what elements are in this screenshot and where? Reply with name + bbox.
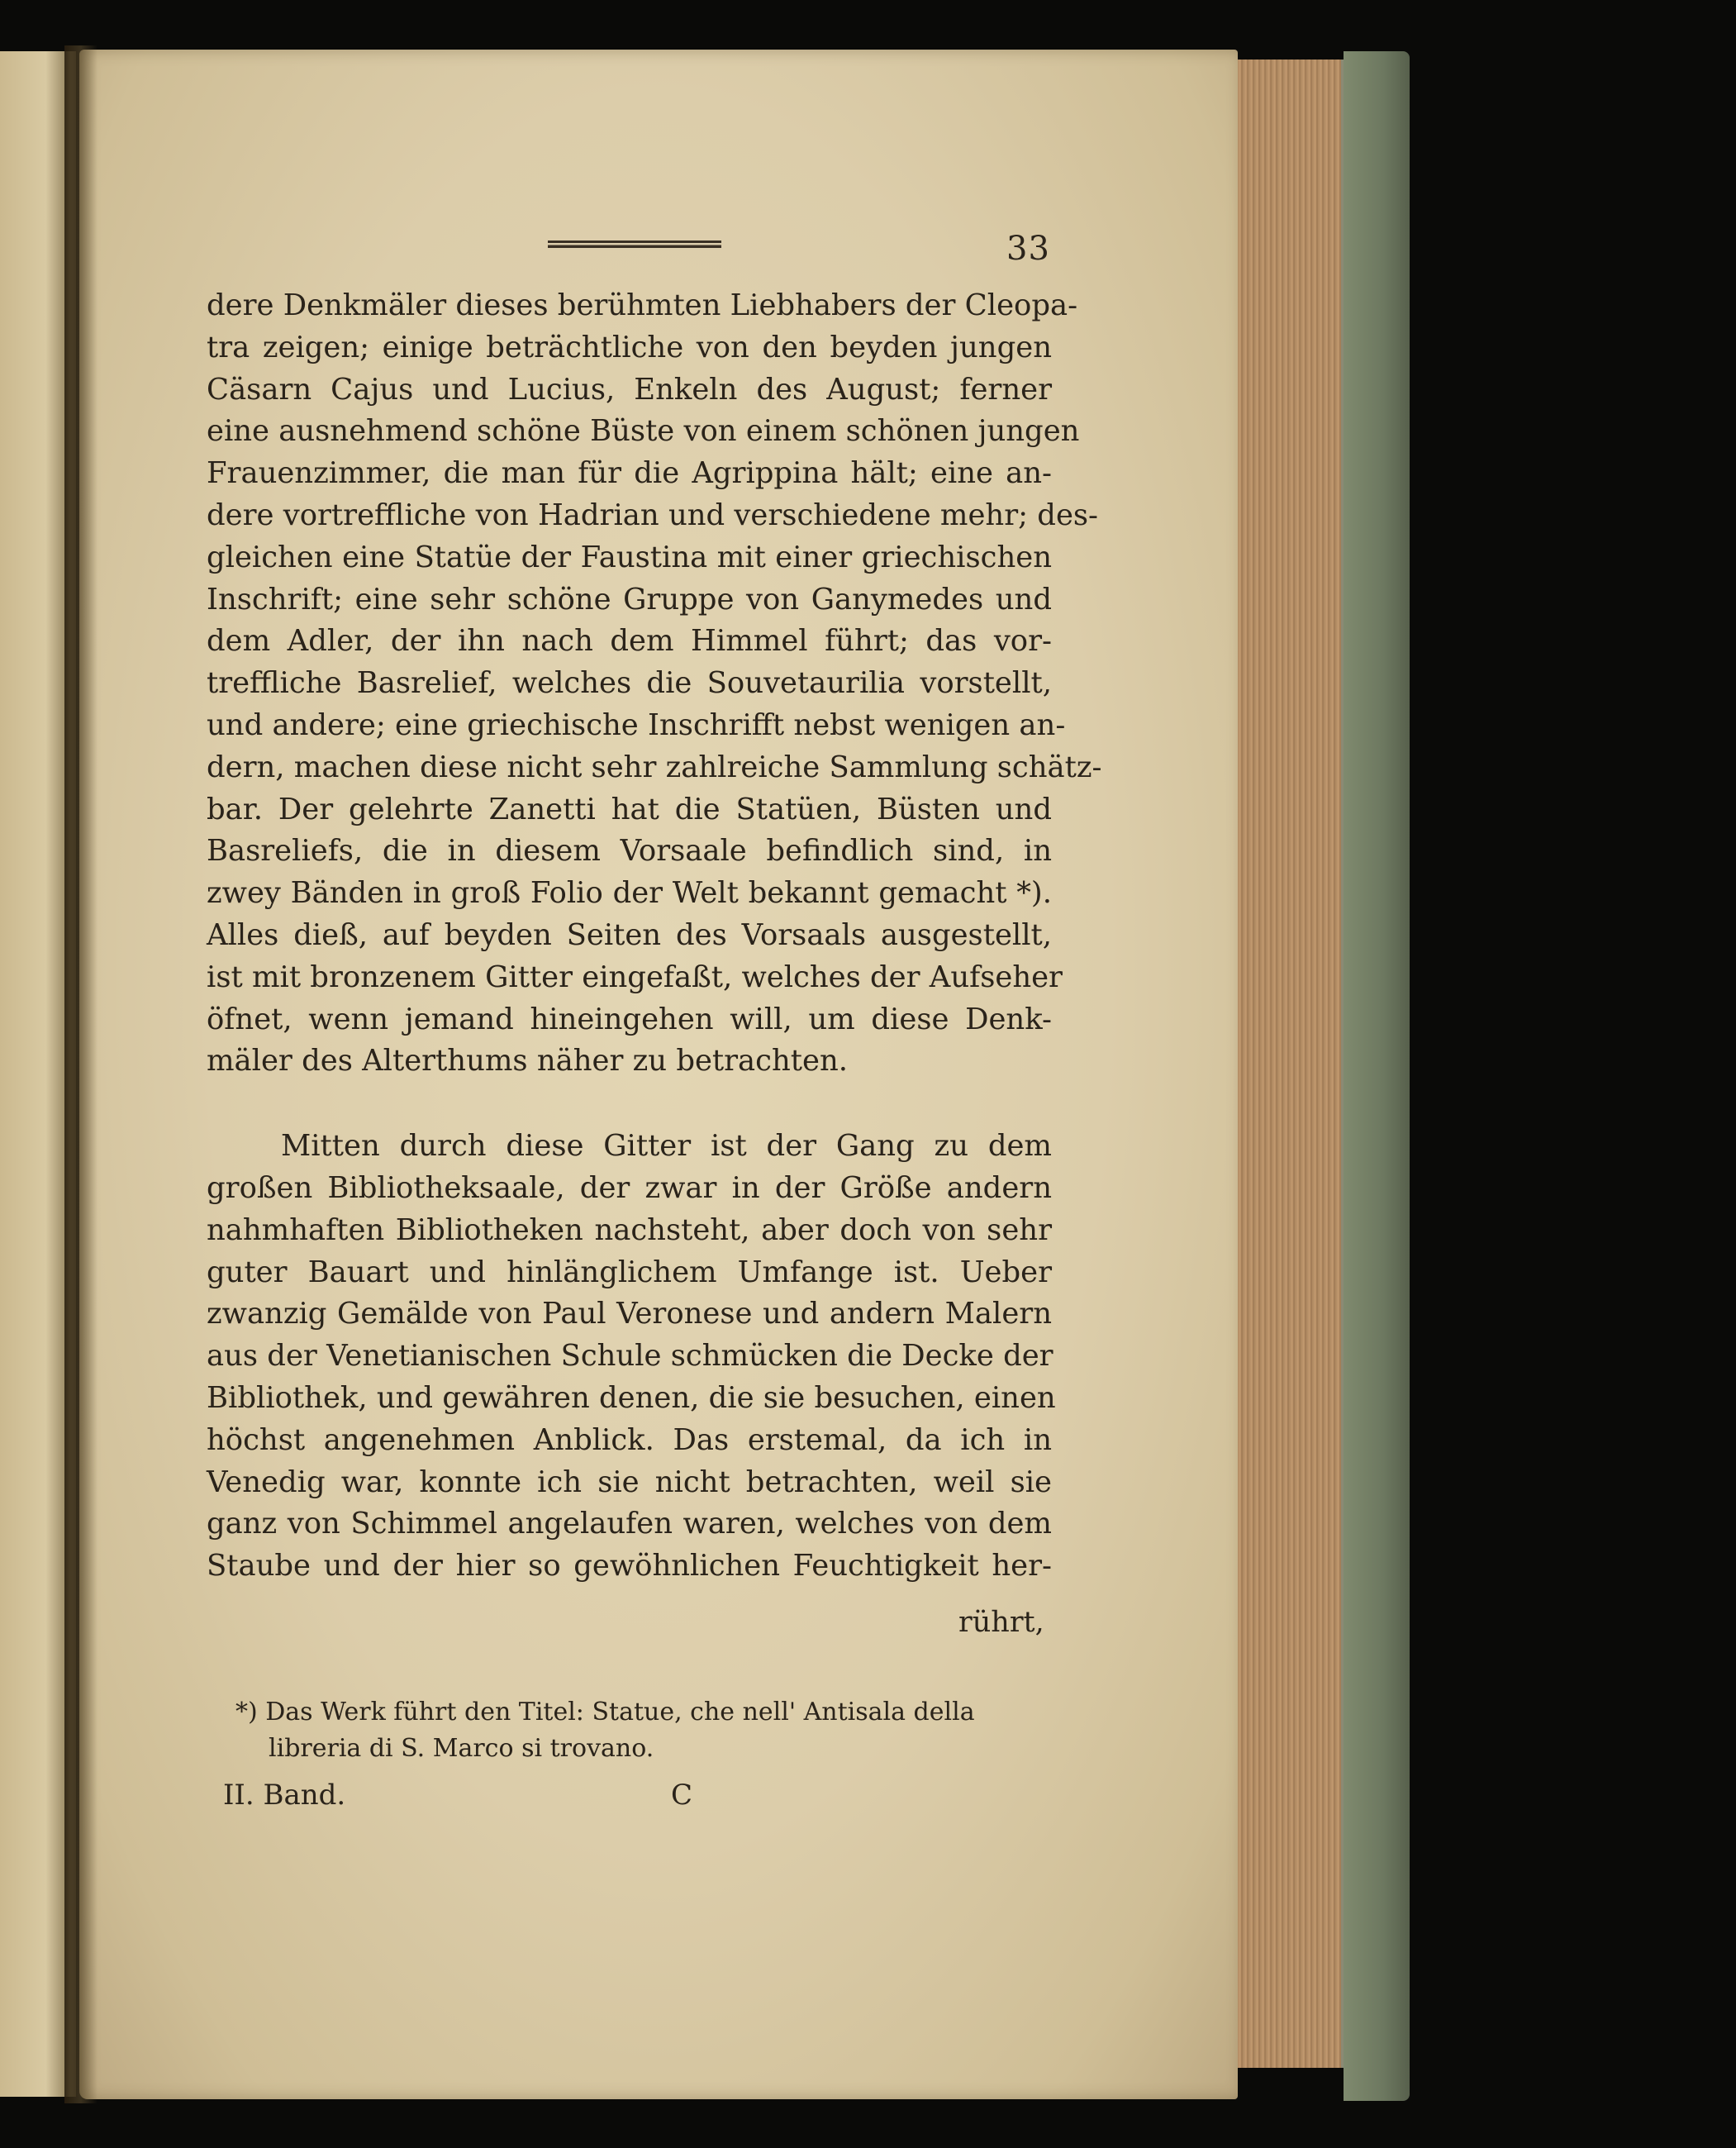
footnote-line: *) Das Werk führt den Titel: Statue, che nell' Antisala della <box>235 1698 975 1726</box>
text-line: Cäsarn Cajus und Lucius, Enkeln des August; ferner <box>207 372 1052 407</box>
text-line: Alles dieß, auf beyden Seiten des Vorsaals ausgestellt, <box>207 917 1052 952</box>
text-line: und andere; eine griechische Inschrifft nebst wenigen an- <box>207 707 1066 742</box>
header-rule <box>548 241 721 248</box>
text-line: gleichen eine Statüe der Faustina mit einer griechischen <box>207 540 1052 574</box>
paragraph-2 <box>207 1126 1056 1588</box>
text-line: großen Bibliotheksaale, der zwar in der Größe andern <box>207 1170 1052 1205</box>
gutter-shadow <box>64 45 98 2103</box>
volume-signature: II. Band. <box>223 1779 346 1812</box>
text-line: guter Bauart und hinlänglichem Umfange ist. Ueber <box>207 1255 1052 1289</box>
text-line: tra zeigen; einige beträchtliche von den beyden jungen <box>207 330 1052 364</box>
text-line: Frauenzimmer, die man für die Agrippina hält; eine an- <box>207 456 1052 491</box>
text-line: Staube und der hier so gewöhnlichen Feuchtigkeit her- <box>207 1549 1052 1584</box>
text-line: Inschrift; eine sehr schöne Gruppe von Ganymedes und <box>207 582 1052 617</box>
text-line: Mitten durch diese Gitter ist der Gang zu dem <box>281 1129 1052 1164</box>
text-line: dern, machen diese nicht sehr zahlreiche Sammlung schätz- <box>207 750 1102 784</box>
page-number: 33 <box>1006 230 1050 268</box>
text-line: ist mit bronzenem Gitter eingefaßt, welches der Aufseher <box>207 960 1063 994</box>
text-line: mäler des Alterthums näher zu betrachten. <box>207 1044 848 1079</box>
signature-letter: C <box>671 1779 693 1812</box>
text-line: Bibliothek, und gewähren denen, die sie besuchen, einen <box>207 1380 1056 1415</box>
footnote-line: libreria di S. Marco si trovano. <box>269 1734 654 1763</box>
text-line: dere Denkmäler dieses berühmten Liebhabers der Cleopa- <box>207 288 1078 322</box>
text-line: dere vortreffliche von Hadrian und verschiedene mehr; des- <box>207 498 1099 532</box>
paragraph-1 <box>207 285 1102 1083</box>
text-line: Venedig war, konnte ich sie nicht betrachten, weil sie <box>207 1465 1052 1499</box>
text-line: treffliche Basrelief, welches die Souvetaurilia vorstellt, <box>207 666 1052 701</box>
text-line: aus der Venetianischen Schule schmücken die Decke der <box>207 1339 1053 1374</box>
footnote <box>235 1694 1070 1767</box>
text-line: eine ausnehmend schöne Büste von einem schönen jungen <box>207 414 1080 449</box>
text-line: zwey Bänden in groß Folio der Welt bekannt gemacht *). <box>207 876 1052 911</box>
paragraph-gap <box>207 1083 1052 1126</box>
text-line: dem Adler, der ihn nach dem Himmel führt; das vor- <box>207 624 1052 659</box>
catchword: rührt, <box>958 1606 1044 1639</box>
text-line: ganz von Schimmel angelaufen waren, welches von dem <box>207 1507 1052 1541</box>
body-text <box>207 285 1102 1588</box>
text-line: Basreliefs, die in diesem Vorsaale befindlich sind, in <box>207 834 1052 869</box>
text-line: höchst angenehmen Anblick. Das erstemal, da ich in <box>207 1422 1052 1457</box>
book-cover-board <box>1344 51 1410 2101</box>
page-block-edges <box>1238 60 1346 2068</box>
text-line: öfnet, wenn jemand hineingehen will, um diese Denk- <box>207 1002 1052 1036</box>
text-line: nahmhaften Bibliotheken nachsteht, aber doch von sehr <box>207 1212 1052 1247</box>
text-line: bar. Der gelehrte Zanetti hat die Statüen, Büsten und <box>207 792 1052 826</box>
text-line: zwanzig Gemälde von Paul Veronese und andern Malern <box>207 1297 1052 1331</box>
